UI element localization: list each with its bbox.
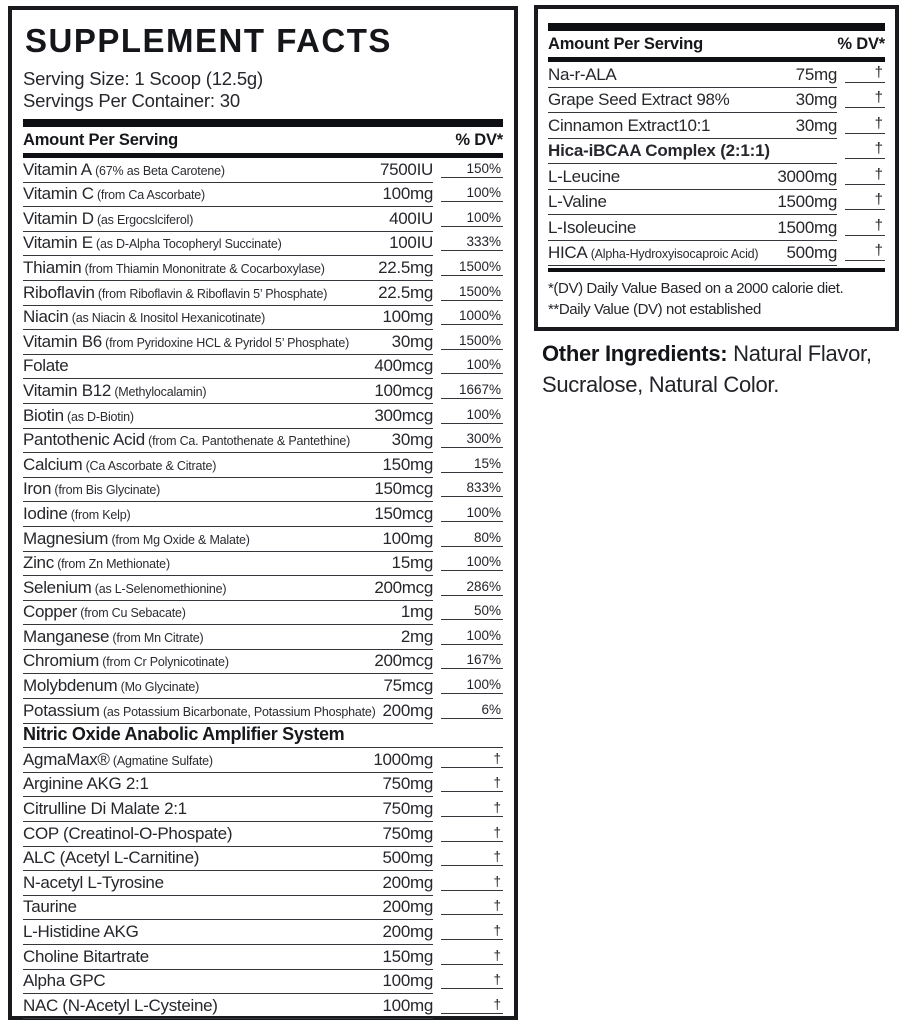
ingredient-amount: 200mcg <box>374 577 433 597</box>
ingredient-name: Niacin (as Niacin & Inositol Hexanicotinate) <box>23 307 266 327</box>
ingredient-dv: 833% <box>441 478 503 498</box>
ingredient-dv: † <box>845 88 885 109</box>
ingredient-name: Pantothenic Acid (from Ca. Pantothenate & Pantethine) <box>23 430 351 450</box>
ingredient-name: Choline Bitartrate <box>23 946 149 966</box>
ingredient-amount: 200mg <box>382 700 433 720</box>
ingredient-name: L-Valine <box>548 192 607 211</box>
ingredient-main <box>23 453 433 478</box>
ingredient-main <box>23 256 433 281</box>
ingredient-row <box>23 527 503 552</box>
ingredient-dv: 100% <box>441 674 503 694</box>
ingredient-dv: 15% <box>441 453 503 473</box>
ingredient-note: (from Mn Citrate) <box>109 630 204 645</box>
ingredient-note: (from Zn Methionate) <box>53 557 170 572</box>
ingredient-dv: † <box>845 241 885 262</box>
ingredient-name: Zinc (from Zn Methionate) <box>23 553 170 573</box>
ingredient-row <box>548 215 885 241</box>
ingredient-row <box>23 183 503 208</box>
ingredient-row <box>23 945 503 970</box>
ingredient-main <box>23 552 433 577</box>
ingredient-main <box>23 527 433 552</box>
ingredient-amount: 100mg <box>382 184 433 204</box>
ingredient-dv: 333% <box>441 232 503 252</box>
ingredient-dv: † <box>441 871 503 891</box>
ingredient-amount: 3000mg <box>777 166 837 186</box>
ingredient-name: Selenium (as L-Selenomethionine) <box>23 577 227 597</box>
ingredient-row <box>23 847 503 872</box>
ingredient-name: ALC (Acetyl L-Carnitine) <box>23 848 200 868</box>
ingredient-row <box>548 113 885 139</box>
ingredient-row <box>23 207 503 232</box>
ingredient-name: Vitamin E (as D-Alpha Tocopheryl Succinate) <box>23 233 282 253</box>
ingredient-row <box>23 281 503 306</box>
ingredient-dv: † <box>845 164 885 185</box>
ingredient-amount: 22.5mg <box>378 257 433 277</box>
ingredient-name: Thiamin (from Thiamin Mononitrate & Cocarboxylase) <box>23 257 325 277</box>
ingredient-amount: 750mg <box>382 799 433 819</box>
ingredient-row <box>548 62 885 88</box>
ingredient-note: (Agmatine Sulfate) <box>109 753 213 768</box>
ingredient-name: Vitamin B6 (from Pyridoxine HCL & Pyridol 5’ Phosphate) <box>23 331 350 351</box>
ingredient-dv: 286% <box>441 576 503 596</box>
ingredient-row <box>23 650 503 675</box>
column-header-amount: Amount Per Serving <box>548 34 704 53</box>
ingredient-name: Potassium (as Potassium Bicarbonate, Potassium Phosphate) <box>23 700 376 720</box>
ingredient-main <box>23 920 433 945</box>
ingredient-name: Calcium (Ca Ascorbate & Citrate) <box>23 454 217 474</box>
ingredient-dv: 1500% <box>441 281 503 301</box>
ingredient-main <box>23 970 433 995</box>
ingredient-row <box>23 379 503 404</box>
ingredient-amount: 500mg <box>382 848 433 868</box>
ingredient-main <box>23 207 433 232</box>
ingredient-name: Iodine (from Kelp) <box>23 503 131 523</box>
ingredient-dv: † <box>845 190 885 211</box>
ingredient-note: (from Ca Ascorbate) <box>93 188 206 203</box>
ingredient-main <box>23 822 433 847</box>
ingredient-amount: 100mcg <box>374 380 433 400</box>
ingredient-row <box>23 256 503 281</box>
ingredient-note: (as D-Biotin) <box>63 409 134 424</box>
ingredient-row <box>23 576 503 601</box>
ingredient-amount: 30mg <box>795 90 837 109</box>
ingredient-row <box>23 896 503 921</box>
ingredient-name: L-Histidine AKG <box>23 922 139 941</box>
ingredient-main <box>23 379 433 404</box>
ingredient-row <box>23 994 503 1019</box>
ingredient-dv: † <box>441 773 503 793</box>
ingredient-main <box>548 113 837 139</box>
other-ingredients-label: Other Ingredients: <box>542 341 728 366</box>
ingredient-main <box>548 215 837 241</box>
ingredient-main <box>548 139 837 165</box>
ingredient-main <box>23 650 433 675</box>
ingredient-note: (67% as Beta Carotene) <box>91 163 225 178</box>
ingredient-main <box>23 576 433 601</box>
ingredient-amount: 750mg <box>382 823 433 843</box>
ingredient-name: Grape Seed Extract 98% <box>548 90 730 109</box>
ingredient-main <box>23 281 433 306</box>
ingredient-dv: † <box>845 139 885 160</box>
ingredient-row <box>23 674 503 699</box>
ingredient-row <box>23 625 503 650</box>
ingredient-name: NAC (N-Acetyl L-Cysteine) <box>23 995 218 1015</box>
ingredient-name: COP (Creatinol-O-Phospate) <box>23 823 233 843</box>
ingredient-amount: 30mg <box>391 331 433 351</box>
ingredient-amount: 100mg <box>382 995 433 1015</box>
section-header: Nitric Oxide Anabolic Amplifier System <box>23 724 503 749</box>
ingredient-row <box>23 797 503 822</box>
ingredient-name: Magnesium (from Mg Oxide & Malate) <box>23 528 250 548</box>
ingredient-dv: 1667% <box>441 379 503 399</box>
ingredient-amount: 100mg <box>382 528 433 548</box>
ingredient-dv: 100% <box>441 183 503 203</box>
ingredient-note: (as L-Selenomethionine) <box>91 581 227 596</box>
ingredient-main <box>23 183 433 208</box>
ingredient-main <box>23 797 433 822</box>
ingredient-name: Iron (from Bis Glycinate) <box>23 479 161 499</box>
ingredient-main <box>23 232 433 257</box>
ingredient-note: (Methylocalamin) <box>111 384 207 399</box>
ingredient-amount: 75mcg <box>383 676 433 696</box>
ingredient-main <box>23 945 433 970</box>
ingredient-note: (from Cr Polynicotinate) <box>99 655 229 670</box>
ingredient-dv: † <box>441 896 503 916</box>
additional-facts-panel <box>534 5 899 331</box>
ingredient-row <box>23 306 503 331</box>
ingredient-table <box>548 62 885 266</box>
ingredient-amount: 2mg <box>400 626 433 646</box>
ingredient-row <box>23 822 503 847</box>
ingredient-amount: 150mcg <box>374 479 433 499</box>
column-header-dv: % DV* <box>455 130 503 149</box>
ingredient-main <box>23 158 433 183</box>
ingredient-main <box>23 871 433 896</box>
ingredient-main <box>23 896 433 921</box>
ingredient-amount: 400mcg <box>374 356 433 376</box>
ingredient-note: (as D-Alpha Tocopheryl Succinate) <box>92 237 282 252</box>
ingredient-name: HICA (Alpha-Hydroxyisocaproic Acid) <box>548 243 759 262</box>
ingredient-note: (from Bis Glycinate) <box>51 483 161 498</box>
divider-thick <box>23 119 503 127</box>
divider-thin <box>548 268 885 272</box>
ingredient-amount: 200mcg <box>374 651 433 671</box>
ingredient-main <box>23 748 433 773</box>
ingredient-name: Na-r-ALA <box>548 64 617 84</box>
ingredient-row <box>23 478 503 503</box>
ingredient-name: Vitamin D (as Ergocslciferol) <box>23 208 194 228</box>
ingredient-main <box>23 478 433 503</box>
ingredient-row <box>23 158 503 183</box>
other-ingredients <box>542 338 902 400</box>
ingredient-note: (from Ca. Pantothenate & Pantethine) <box>144 434 351 449</box>
ingredient-dv: 167% <box>441 650 503 670</box>
ingredient-row <box>23 920 503 945</box>
ingredient-main <box>23 355 433 380</box>
ingredient-amount: 1500mg <box>777 192 837 211</box>
ingredient-note: (from Thiamin Mononitrate & Cocarboxylase) <box>81 261 325 276</box>
ingredient-dv: † <box>441 748 503 768</box>
ingredient-dv: † <box>441 847 503 867</box>
ingredient-name: Vitamin B12 (Methylocalamin) <box>23 380 207 400</box>
ingredient-amount: 100mg <box>382 971 433 991</box>
ingredient-dv: 50% <box>441 601 503 621</box>
ingredient-amount: 1000mg <box>373 749 433 769</box>
ingredient-dv: † <box>441 822 503 842</box>
ingredient-main <box>23 699 433 724</box>
ingredient-name: Citrulline Di Malate 2:1 <box>23 799 187 819</box>
ingredient-name: Alpha GPC <box>23 971 106 991</box>
ingredient-dv: † <box>845 62 885 83</box>
ingredient-main <box>23 994 433 1019</box>
ingredient-note: (as Niacin & Inositol Hexanicotinate) <box>68 311 266 326</box>
ingredient-dv: 100% <box>441 404 503 424</box>
ingredient-row <box>23 970 503 995</box>
ingredient-dv: † <box>441 970 503 990</box>
ingredient-main <box>23 773 433 798</box>
ingredient-name: Biotin (as D-Biotin) <box>23 405 134 425</box>
ingredient-note: (as Potassium Bicarbonate, Potassium Phosphate) <box>99 704 376 719</box>
ingredient-dv: 6% <box>441 699 503 719</box>
footnote-daily-value: *(DV) Daily Value Based on a 2000 calorie diet. <box>548 280 844 297</box>
ingredient-row <box>548 164 885 190</box>
ingredient-row <box>23 404 503 429</box>
ingredient-main <box>23 847 433 872</box>
ingredient-note: (Alpha-Hydroxyisocaproic Acid) <box>587 247 759 261</box>
ingredient-row <box>23 232 503 257</box>
ingredient-dv: 1500% <box>441 330 503 350</box>
ingredient-amount: 500mg <box>786 243 837 262</box>
ingredient-name: L-Leucine <box>548 166 620 186</box>
divider-thick <box>548 23 885 31</box>
ingredient-note: (Ca Ascorbate & Citrate) <box>82 458 217 473</box>
supplement-facts-panel <box>8 6 518 1020</box>
ingredient-amount: 75mg <box>795 64 837 84</box>
ingredient-name: N-acetyl L-Tyrosine <box>23 872 164 892</box>
ingredient-row <box>23 871 503 896</box>
other-ingredients-line2: Sucralose, Natural Color. <box>542 372 780 397</box>
ingredient-row <box>23 429 503 454</box>
ingredient-amount: 200mg <box>382 872 433 892</box>
ingredient-amount: 150mg <box>382 454 433 474</box>
ingredient-name: Cinnamon Extract10:1 <box>548 115 711 135</box>
ingredient-amount: 150mg <box>382 946 433 966</box>
ingredient-main <box>23 502 433 527</box>
ingredient-main <box>23 306 433 331</box>
ingredient-main <box>23 674 433 699</box>
ingredient-table-section <box>23 748 503 1019</box>
ingredient-row <box>548 88 885 114</box>
ingredient-name: Manganese (from Mn Citrate) <box>23 626 204 646</box>
ingredient-dv: 150% <box>441 158 503 178</box>
ingredient-dv: † <box>845 113 885 134</box>
ingredient-row <box>548 190 885 216</box>
ingredient-row <box>548 241 885 267</box>
ingredient-name: Arginine AKG 2:1 <box>23 774 149 794</box>
ingredient-main <box>23 429 433 454</box>
ingredient-amount: 100mg <box>382 307 433 327</box>
ingredient-name: Molybdenum (Mo Glycinate) <box>23 676 200 696</box>
ingredient-dv: † <box>441 797 503 817</box>
ingredient-name: Chromium (from Cr Polynicotinate) <box>23 651 229 671</box>
ingredient-main <box>548 62 837 88</box>
ingredient-name: L-Isoleucine <box>548 217 637 237</box>
ingredient-row <box>23 502 503 527</box>
ingredient-amount: 15mg <box>391 553 433 573</box>
ingredient-amount: 150mcg <box>374 503 433 523</box>
ingredient-note: (from Cu Sebacate) <box>76 606 186 621</box>
ingredient-name: Hica-iBCAA Complex (2:1:1) <box>548 141 770 160</box>
ingredient-amount: 1500mg <box>777 217 837 237</box>
ingredient-dv: 100% <box>441 207 503 227</box>
ingredient-main <box>548 88 837 114</box>
ingredient-note: (from Kelp) <box>67 507 131 522</box>
ingredient-name: Taurine <box>23 897 77 917</box>
column-header-dv: % DV* <box>837 34 885 53</box>
ingredient-dv: † <box>441 945 503 965</box>
ingredient-amount: 22.5mg <box>378 282 433 302</box>
ingredient-amount: 750mg <box>382 774 433 794</box>
ingredient-dv: † <box>441 920 503 940</box>
ingredient-amount: 30mg <box>391 430 433 450</box>
ingredient-row <box>23 748 503 773</box>
ingredient-dv: 100% <box>441 625 503 645</box>
ingredient-main <box>548 241 837 267</box>
column-header-row <box>548 31 885 57</box>
ingredient-row <box>23 330 503 355</box>
ingredient-row <box>548 139 885 165</box>
ingredient-name: AgmaMax® (Agmatine Sulfate) <box>23 749 213 769</box>
ingredient-name: Vitamin C (from Ca Ascorbate) <box>23 184 206 204</box>
ingredient-amount: 1mg <box>400 602 433 622</box>
ingredient-amount: 30mg <box>795 115 837 135</box>
ingredient-amount: 200mg <box>382 922 433 941</box>
footnotes <box>548 278 885 320</box>
ingredient-note: (from Mg Oxide & Malate) <box>108 532 250 547</box>
ingredient-dv: 100% <box>441 552 503 572</box>
other-ingredients-line1: Natural Flavor, <box>727 341 872 366</box>
ingredient-row <box>23 355 503 380</box>
ingredient-dv: 100% <box>441 355 503 375</box>
ingredient-name: Vitamin A (67% as Beta Carotene) <box>23 159 225 179</box>
ingredient-main <box>23 330 433 355</box>
ingredient-dv: † <box>845 215 885 236</box>
panel-title: SUPPLEMENT FACTS <box>25 22 392 59</box>
ingredient-main <box>23 625 433 650</box>
ingredient-amount: 100IU <box>389 233 433 253</box>
ingredient-name: Folate <box>23 356 69 376</box>
ingredient-dv: 1500% <box>441 256 503 276</box>
ingredient-name: Copper (from Cu Sebacate) <box>23 602 186 622</box>
servings-per-container: Servings Per Container: 30 <box>23 90 240 111</box>
ingredient-row <box>23 601 503 626</box>
ingredient-main <box>23 404 433 429</box>
ingredient-dv: 80% <box>441 527 503 547</box>
column-header-amount: Amount Per Serving <box>23 130 179 149</box>
ingredient-amount: 7500IU <box>379 159 433 179</box>
column-header-row <box>23 127 503 153</box>
ingredient-row <box>23 552 503 577</box>
ingredient-dv: † <box>441 994 503 1014</box>
ingredient-name: Riboflavin (from Riboflavin & Riboflavin 5’ Phosphate) <box>23 282 328 302</box>
ingredient-main <box>23 601 433 626</box>
ingredient-table <box>23 158 503 724</box>
ingredient-row <box>23 773 503 798</box>
ingredient-dv: 300% <box>441 429 503 449</box>
ingredient-note: (Mo Glycinate) <box>117 680 200 695</box>
footnote-not-established: **Daily Value (DV) not established <box>548 301 761 318</box>
ingredient-note: (from Riboflavin & Riboflavin 5’ Phosphate) <box>94 286 328 301</box>
ingredient-main <box>548 164 837 190</box>
ingredient-dv: 1000% <box>441 306 503 326</box>
ingredient-amount: 200mg <box>382 897 433 917</box>
ingredient-main <box>548 190 837 216</box>
serving-size: Serving Size: 1 Scoop (12.5g) <box>23 68 263 89</box>
ingredient-row <box>23 453 503 478</box>
ingredient-amount: 400IU <box>389 208 433 228</box>
ingredient-row <box>23 699 503 724</box>
ingredient-note: (from Pyridoxine HCL & Pyridol 5’ Phosphate) <box>101 335 350 350</box>
ingredient-note: (as Ergocslciferol) <box>93 212 194 227</box>
ingredient-amount: 300mcg <box>374 405 433 425</box>
ingredient-dv: 100% <box>441 502 503 522</box>
